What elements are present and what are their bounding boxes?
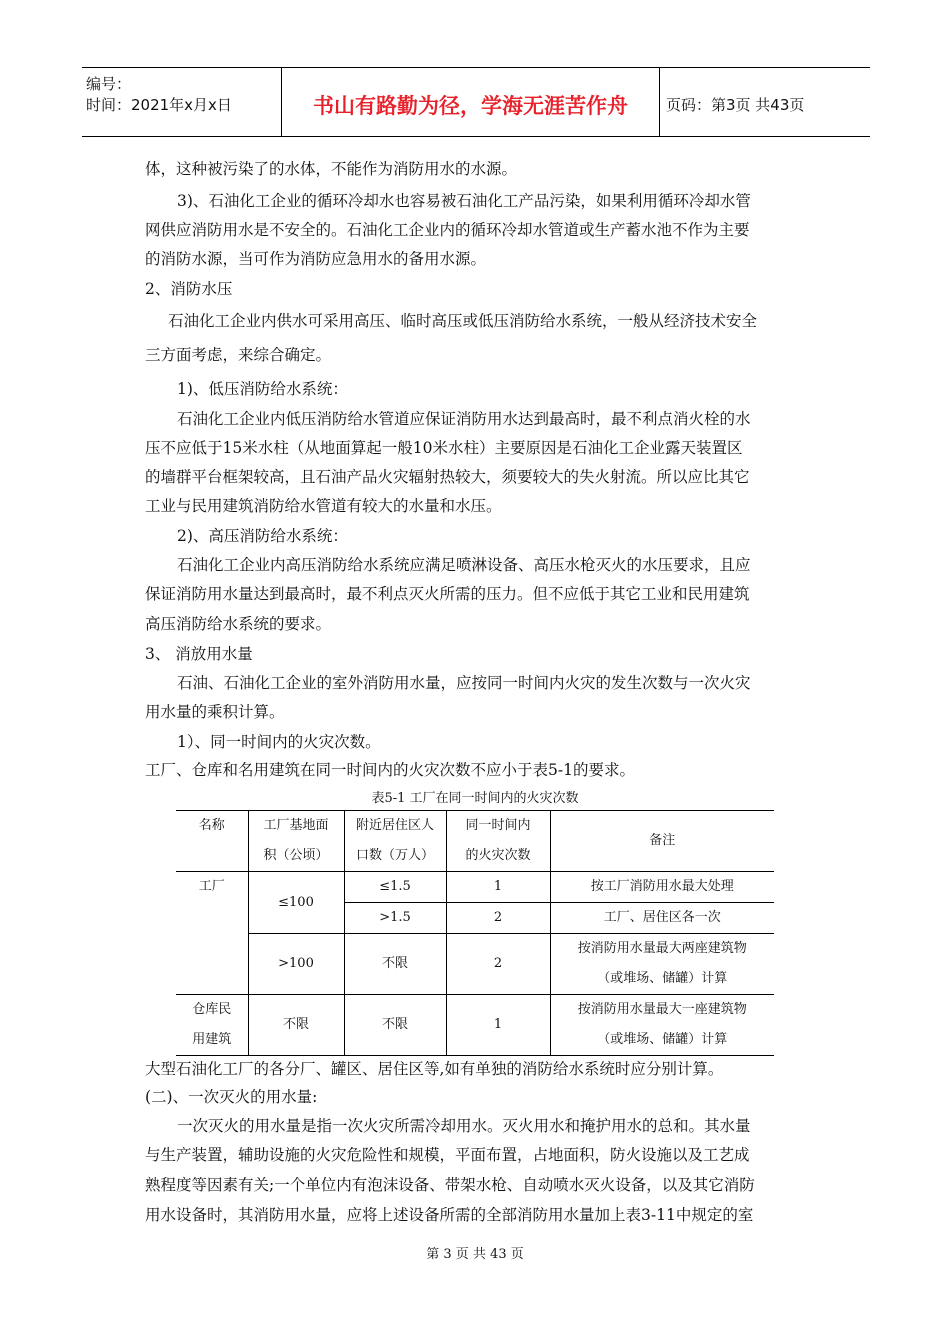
cell-pop-gt: >1.5 — [344, 903, 446, 934]
header-count — [446, 811, 550, 872]
cell-pop-any: 不限 — [344, 995, 446, 1056]
note-line: （或堆场、储罐）计算 — [597, 971, 728, 986]
body-line: 大型石油化工厂的各分厂、罐区、居住区等,如有单独的消防给水系统时应分别计算。 — [145, 1060, 724, 1078]
table-row — [176, 872, 774, 903]
body-line: 保证消防用水量达到最高时，最不利点灭火所需的压力。但不应低于其它工业和民用建筑 — [145, 585, 750, 603]
page-footer: 第 3 页 共 43 页 — [426, 1247, 524, 1262]
table-row — [176, 934, 774, 995]
cell-area-any: 不限 — [248, 995, 344, 1056]
cell-count: 1 — [446, 995, 550, 1056]
body-line: 熟程度等因素有关;一个单位内有泡沫设备、带架水枪、自动喷水灭火设备，以及其它消防 — [145, 1176, 755, 1194]
time-label: 时间：2021年x月x日 — [86, 96, 232, 114]
body-line: 用水量的乘积计算。 — [145, 703, 285, 721]
header-area-line2: 积（公顷） — [263, 848, 329, 863]
page-header — [82, 67, 870, 137]
cell-note — [550, 995, 774, 1056]
header-population — [344, 811, 446, 872]
header-population-line2: 口数（万人） — [355, 848, 434, 863]
body-line: 高压消防给水系统的要求。 — [145, 615, 332, 633]
cell-note: 工厂、居住区各一次 — [550, 903, 774, 934]
header-area-line1: 工厂基地面 — [263, 818, 329, 833]
table-caption: 表5-1 工厂在同一时间内的火灾次数 — [371, 791, 579, 806]
body-line: 3)、石油化工企业的循环冷却水也容易被石油化工产品污染，如果利用循环冷却水管 — [177, 192, 751, 210]
cell-count: 2 — [446, 903, 550, 934]
cell-area-le: ≤100 — [248, 872, 344, 934]
section-heading: 2、消防水压 — [145, 280, 233, 298]
cell-area-gt: >100 — [248, 934, 344, 995]
body-line: 用水设备时，其消防用水量，应将上述设备所需的全部消防用水量加上表3-11中规定的室 — [145, 1206, 754, 1224]
header-count-line1: 同一时间内 — [465, 818, 531, 833]
header-meta — [82, 68, 282, 136]
header-population-line1: 附近居住区人 — [355, 818, 434, 833]
body-line: 石油化工企业内低压消防给水管道应保证消防用水达到最高时，最不利点消火栓的水 — [177, 410, 751, 428]
body-line: 网供应消防用水是不安全的。石油化工企业内的循环冷却水管道或生产蓄水池不作为主要 — [145, 221, 750, 239]
cell-pop-any: 不限 — [344, 934, 446, 995]
header-motto: 书山有路勤为径，学海无涯苦作舟 — [282, 68, 660, 136]
body-line: 石油化工企业内供水可采用高压、临时高压或低压消防给水系统，一般从经济技术安全 — [168, 312, 758, 330]
subsection-heading: 1）、同一时间内的火灾次数。 — [177, 733, 381, 751]
cell-factory: 工厂 — [176, 872, 248, 995]
table-header-row — [176, 811, 774, 872]
body-line: 石油、石油化工企业的室外消防用水量，应按同一时间内火灾的发生次数与一次火灾 — [177, 674, 751, 692]
body-line: 的墙群平台框架较高，且石油产品火灾辐射热较大，须要较大的失火射流。所以应比其它 — [145, 468, 750, 486]
body-line: 的消防水源，当可作为消防应急用水的备用水源。 — [145, 250, 487, 268]
body-line: 工业与民用建筑消防给水管道有较大的水量和水压。 — [145, 497, 502, 515]
body-line: 三方面考虑，来综合确定。 — [145, 346, 332, 364]
body-line: 体，这种被污染了的水体，不能作为消防用水的水源。 — [145, 160, 518, 178]
table-row — [176, 995, 774, 1056]
header-page-info: 页码：第3页 共43页 — [666, 95, 805, 114]
header-note: 备注 — [550, 811, 774, 872]
body-line: 压不应低于15米水柱（从地面算起一般10米水柱）主要原因是石油化工企业露天装置区 — [145, 439, 743, 457]
note-line: （或堆场、储罐）计算 — [597, 1032, 728, 1047]
note-line: 按消防用水量最大两座建筑物 — [577, 941, 747, 956]
subsection-heading: 1)、低压消防给水系统： — [177, 380, 348, 398]
fire-count-table — [176, 810, 774, 1056]
body-line: 一次灭火的用水量是指一次火灾所需冷却用水。灭火用水和掩护用水的总和。其水量 — [177, 1117, 751, 1135]
cell-pop-le: ≤1.5 — [344, 872, 446, 903]
body-line: 与生产装置，辅助设施的火灾危险性和规模，平面布置，占地面积，防火设施以及工艺成 — [145, 1146, 750, 1164]
subsection-heading: 2)、高压消防给水系统： — [177, 527, 348, 545]
cell-warehouse — [176, 995, 248, 1056]
body-line: 石油化工企业内高压消防给水系统应满足喷淋设备、高压水枪灭火的水压要求，且应 — [177, 556, 751, 574]
body-line: 工厂、仓库和名用建筑在同一时间内的火灾次数不应小于表5-1的要求。 — [145, 761, 635, 779]
number-label: 编号： — [86, 75, 132, 93]
header-area — [248, 811, 344, 872]
cell-note — [550, 934, 774, 995]
cell-note: 按工厂消防用水最大处理 — [550, 872, 774, 903]
section-heading: (二)、一次灭火的用水量: — [145, 1088, 318, 1106]
header-name: 名称 — [176, 811, 248, 872]
note-line: 按消防用水量最大一座建筑物 — [577, 1002, 747, 1017]
warehouse-line1: 仓库民 — [192, 1002, 232, 1017]
cell-count: 2 — [446, 934, 550, 995]
warehouse-line2: 用建筑 — [192, 1032, 232, 1047]
cell-count: 1 — [446, 872, 550, 903]
section-heading: 3、 消放用水量 — [145, 645, 253, 663]
header-count-line2: 的火灾次数 — [465, 848, 531, 863]
